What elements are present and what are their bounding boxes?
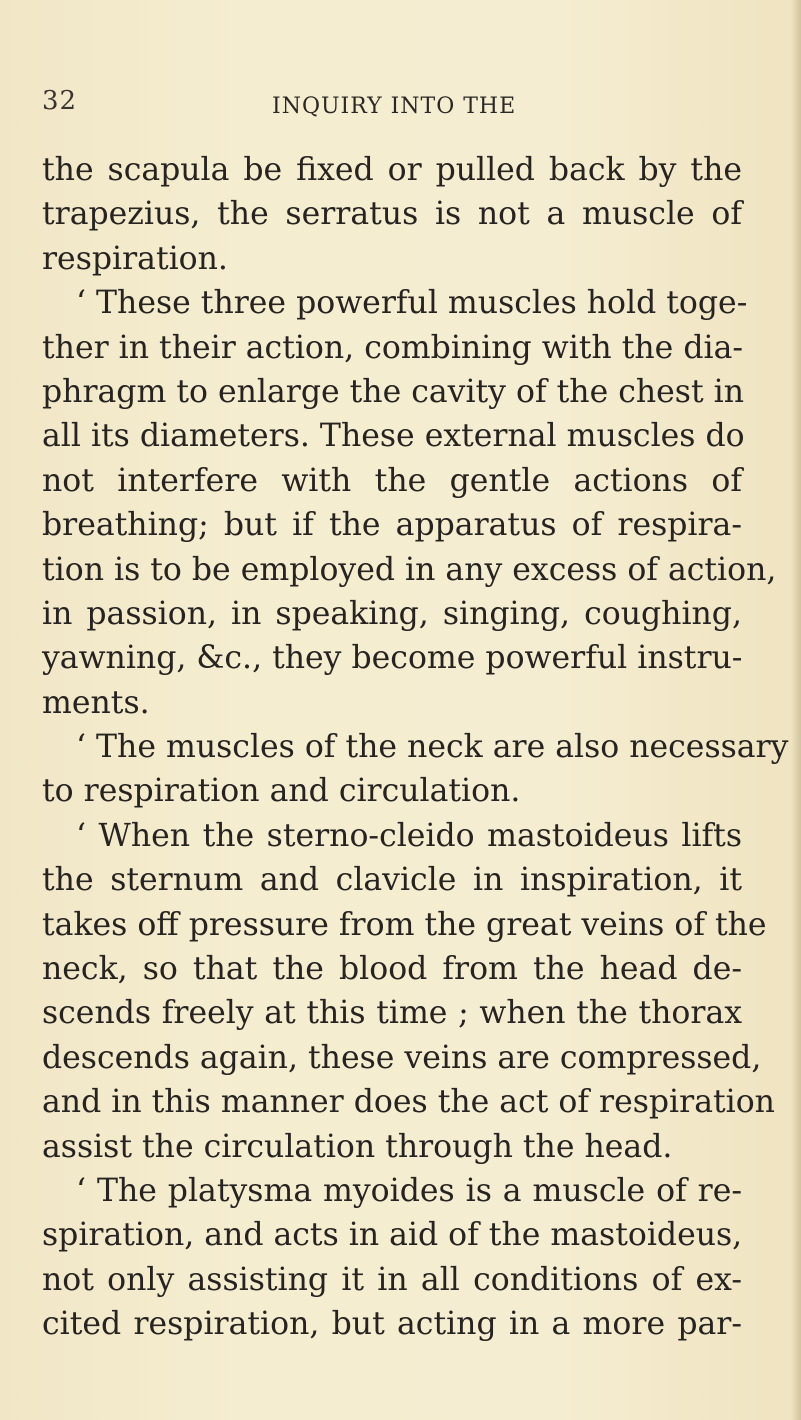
text-line: trapezius, the serratus is not a muscle of	[42, 196, 742, 233]
page-number: 32	[42, 86, 78, 116]
text-line: not interfere with the gentle actions of	[42, 462, 742, 499]
text-line: ‘ The platysma myoides is a muscle of re-	[76, 1172, 742, 1209]
text-line: ‘ When the sterno-cleido mastoideus lifts	[76, 817, 742, 854]
text-line: descends again, these veins are compressed,	[42, 1039, 762, 1076]
text-line: ther in their action, combining with the dia-	[42, 329, 743, 366]
text-line: assist the circulation through the head.	[42, 1128, 673, 1165]
text-line: phragm to enlarge the cavity of the chest in	[42, 373, 744, 410]
text-line: takes off pressure from the great veins of the	[42, 906, 767, 943]
text-line: cited respiration, but acting in a more par-	[42, 1306, 742, 1343]
page-header	[42, 84, 742, 124]
text-line: to respiration and circulation.	[42, 773, 521, 810]
page-edge-shadow	[791, 0, 801, 1420]
text-line: ‘ The muscles of the neck are also necessary	[76, 729, 789, 766]
text-line: respiration.	[42, 240, 228, 277]
text-line: ments.	[42, 684, 150, 721]
text-line: and in this manner does the act of respiration	[42, 1084, 775, 1121]
text-line: ‘ These three powerful muscles hold toge-	[76, 285, 748, 322]
text-line: yawning, &c., they become powerful instru-	[42, 640, 743, 677]
text-line: tion is to be employed in any excess of action,	[42, 551, 777, 588]
text-line: not only assisting it in all conditions of ex-	[42, 1261, 742, 1298]
text-line: spiration, and acts in aid of the mastoideus,	[42, 1217, 743, 1254]
body-text	[42, 148, 789, 1347]
text-line: all its diameters. These external muscles do	[42, 418, 745, 455]
text-line: scends freely at this time ; when the thorax	[42, 995, 742, 1032]
text-line: breathing; but if the apparatus of respira-	[42, 507, 742, 544]
running-head: INQUIRY INTO THE	[272, 94, 517, 119]
text-line: the sternum and clavicle in inspiration, it	[42, 862, 742, 899]
text-line: neck, so that the blood from the head de-	[42, 951, 742, 988]
text-line: the scapula be fixed or pulled back by the	[42, 152, 742, 188]
text-line: in passion, in speaking, singing, coughing,	[42, 595, 742, 632]
